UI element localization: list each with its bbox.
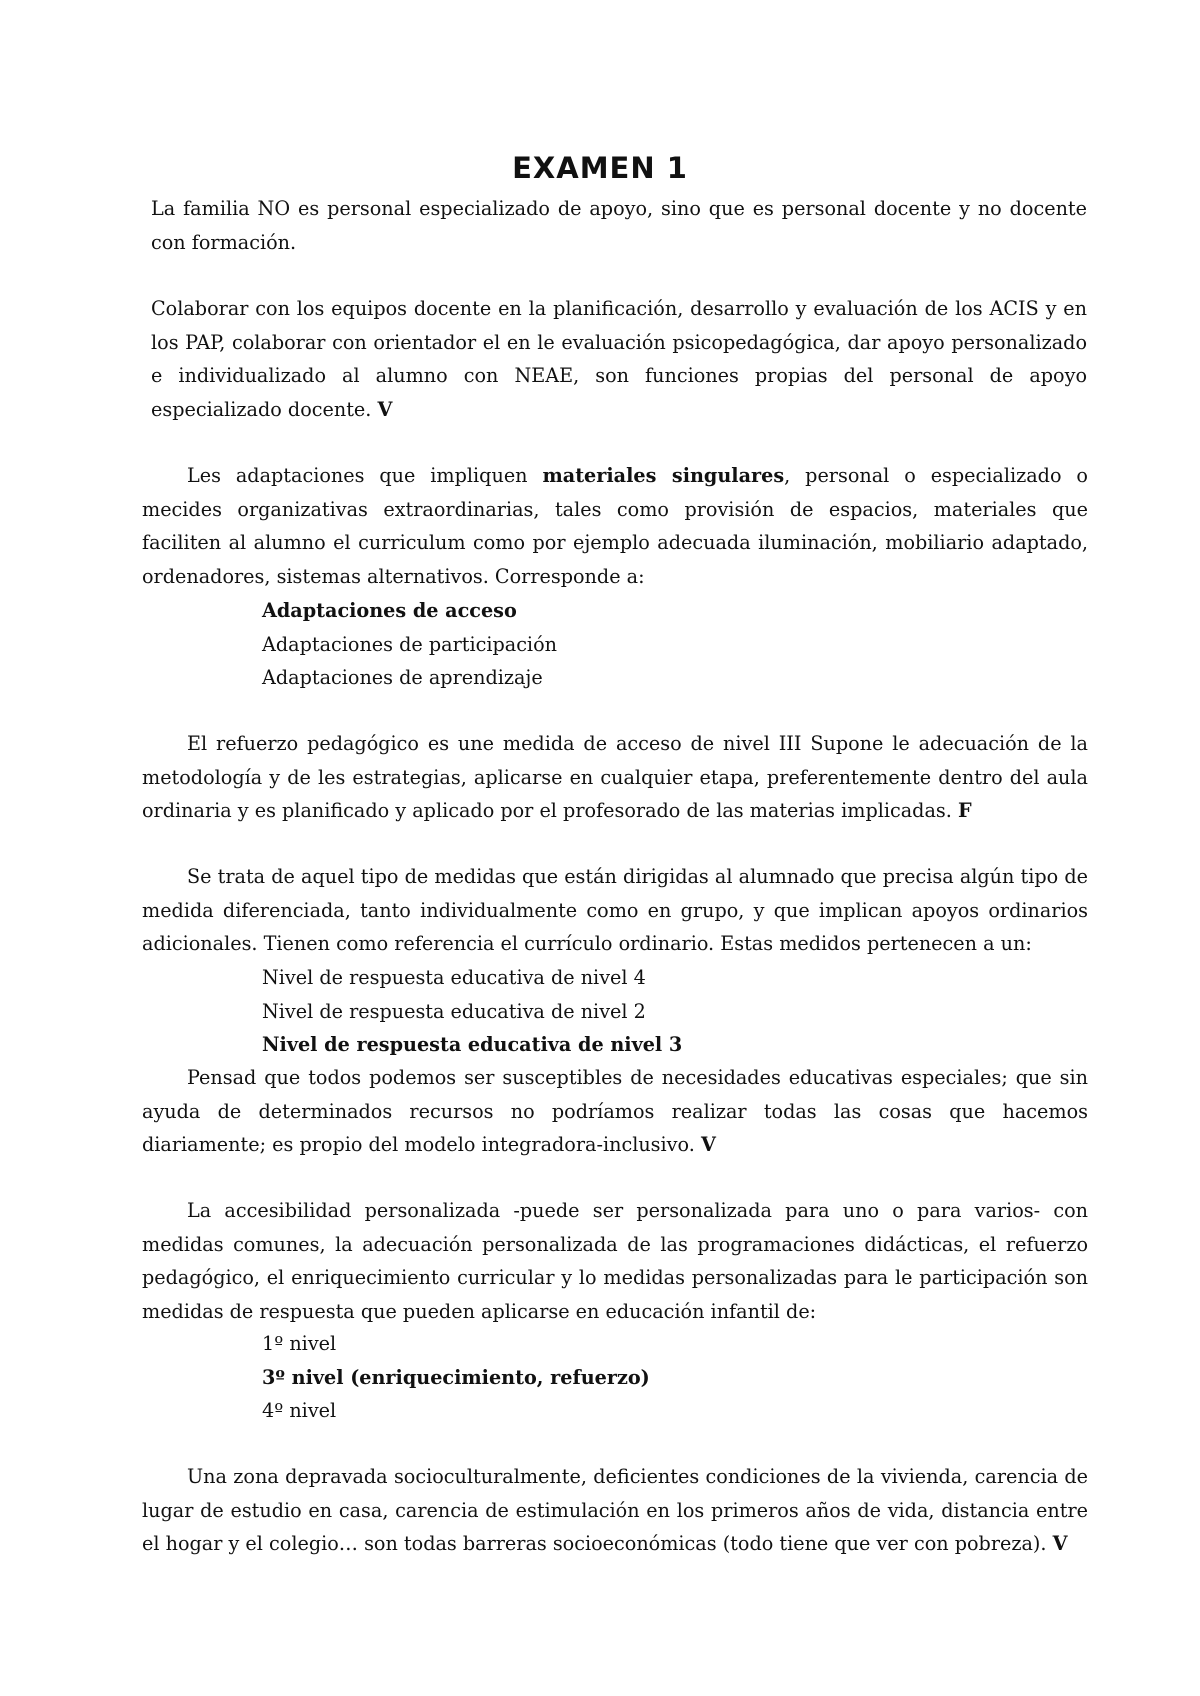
paragraph-medidas (142, 860, 1088, 961)
option-correct: Nivel de respuesta educativa de nivel 3 (262, 1033, 683, 1057)
paragraph-text: La accesibilidad personalizada -puede ser personalizada para uno o para varios- con medidas comunes, la adecuación personalizada de las programaciones didácticas, el refuerzo pedagógico, el enriquecimiento curricular y lo medidas personalizadas para le participación son medidas de respuesta que pueden aplicarse en educación infantil de: (142, 1199, 1088, 1323)
options-list-infantil (262, 1327, 650, 1428)
option: 4º nivel (262, 1399, 337, 1423)
page-title: EXAMEN 1 (512, 151, 688, 185)
emphasis-text: materiales singulares (542, 464, 785, 487)
option: Adaptaciones de aprendizaje (262, 666, 543, 690)
paragraph-text: Les adaptaciones que impliquen (187, 464, 543, 487)
options-list-nivel (262, 961, 682, 1062)
answer-mark: V (377, 397, 393, 421)
answer-mark: F (957, 799, 972, 823)
paragraph-refuerzo (142, 727, 1088, 828)
answer-mark: V (1052, 1532, 1068, 1556)
option-correct: 3º nivel (enriquecimiento, refuerzo) (262, 1365, 650, 1389)
paragraph-text: La familia NO es personal especializado de apoyo, sino que es personal docente y no docente con formación. (151, 197, 1087, 254)
paragraph-adaptaciones (142, 459, 1088, 593)
option: Nivel de respuesta educativa de nivel 4 (262, 966, 646, 989)
paragraph-accesibilidad (142, 1194, 1088, 1328)
paragraph-text: Se trata de aquel tipo de medidas que están dirigidas al alumnado que precisa algún tipo de medida diferenciada, tanto individualmente como en grupo, y que implican apoyos ordinarios adicionales. Tienen como referencia el currículo ordinario. Estas medidos pertenecen a un: (142, 865, 1088, 956)
paragraph-colaborar (151, 292, 1087, 426)
paragraph-text: Una zona depravada socioculturalmente, deficientes condiciones de la vivienda, carencia de lugar de estudio en casa, carencia de estimulación en los primeros años de vida, distancia entre el hogar y el colegio… son todas barreras socioeconómicas (todo tiene que ver con pobreza). (142, 1465, 1088, 1556)
option: 1º nivel (262, 1332, 337, 1355)
option-correct: Adaptaciones de acceso (262, 599, 517, 622)
answer-mark: V (700, 1133, 716, 1157)
option: Adaptaciones de participación (262, 632, 557, 656)
paragraph-text: Pensad que todos podemos ser susceptibles de necesidades educativas especiales; que sin ayuda de determinados recursos no podríamos realizar todas las cosas que hacemos diariamente; es propio del modelo integradora-inclusivo. (142, 1066, 1088, 1157)
option: Nivel de respuesta educativa de nivel 2 (262, 999, 646, 1023)
paragraph-familia (151, 192, 1087, 259)
paragraph-text: , personal o especializado o mecides organizativas extraordinarias, tales como provisión de espacios, materiales que faciliten al alumno el curriculum como por ejemplo adecuada iluminación, mobiliario adaptado, ordenadores, sistemas alternativos. Corresponde a: (142, 464, 1088, 588)
paragraph-text: Colaborar con los equipos docente en la planificación, desarrollo y evaluación de los ACIS y en los PAP, colaborar con orientador el en le evaluación psicopedagógica, dar apoyo personalizado e individualizado al alumno con NEAE, son funciones propias del personal de apoyo especializado docente. (151, 297, 1087, 421)
paragraph-pensad (142, 1061, 1088, 1162)
paragraph-zona (142, 1460, 1088, 1561)
options-list-adaptaciones (262, 594, 557, 695)
paragraph-text: El refuerzo pedagógico es une medida de acceso de nivel III Supone le adecuación de la metodología y de les estrategias, aplicarse en cualquier etapa, preferentemente dentro del aula ordinaria y es planificado y aplicado por el profesorado de las materias implicadas. (142, 732, 1088, 823)
